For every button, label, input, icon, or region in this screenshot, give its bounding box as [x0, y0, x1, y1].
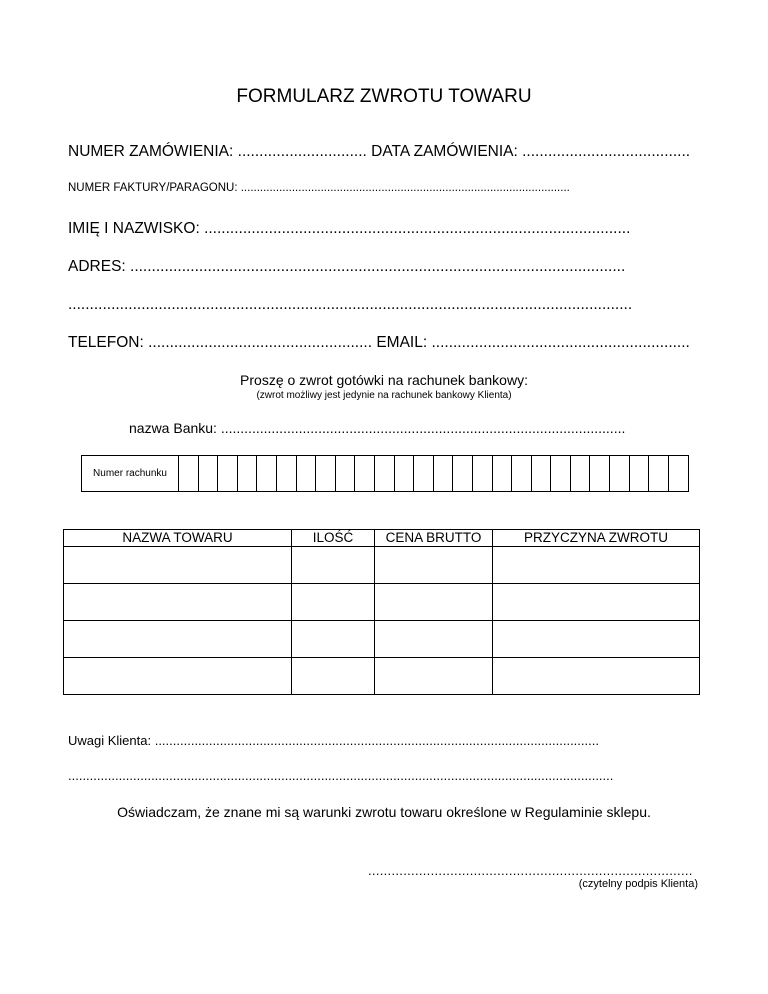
account-number-digit-cell[interactable]: [277, 456, 297, 491]
gross-price-cell[interactable]: [375, 658, 493, 695]
quantity-cell[interactable]: [292, 621, 375, 658]
account-number-digit-cell[interactable]: [238, 456, 258, 491]
address-line: ADRES: ...................................................................................................................: [68, 258, 626, 275]
account-number-digit-cell[interactable]: [551, 456, 571, 491]
product-name-cell[interactable]: [64, 658, 292, 695]
customer-remarks-line: Uwagi Klienta: ...........................................................................................................................: [68, 733, 599, 748]
account-number-digit-cell[interactable]: [375, 456, 395, 491]
account-number-digit-cell[interactable]: [336, 456, 356, 491]
account-number-digit-cell[interactable]: [532, 456, 552, 491]
address-continuation-line: ...................................................................................................................................: [68, 296, 633, 313]
column-header-quantity: ILOŚĆ: [292, 530, 375, 547]
return-reason-cell[interactable]: [493, 547, 700, 584]
account-number-digit-cell[interactable]: [512, 456, 532, 491]
full-name-line: IMIĘ I NAZWISKO: ...................................................................................................: [68, 220, 631, 237]
refund-note-text: (zwrot możliwy jest jedynie na rachunek bankowy Klienta): [256, 390, 512, 401]
quantity-cell[interactable]: [292, 547, 375, 584]
returned-goods-table: [63, 529, 700, 695]
account-number-digit-cell[interactable]: [257, 456, 277, 491]
column-header-return-reason: PRZYCZYNA ZWROTU: [493, 530, 700, 547]
account-number-digit-cell[interactable]: [297, 456, 317, 491]
product-name-cell[interactable]: [64, 621, 292, 658]
account-number-digit-cell[interactable]: [649, 456, 669, 491]
bank-name-line: nazwa Banku: ........................................................................................................: [129, 420, 626, 436]
product-name-cell[interactable]: [64, 547, 292, 584]
account-number-digit-cell[interactable]: [590, 456, 610, 491]
column-header-gross-price: CENA BRUTTO: [375, 530, 493, 547]
account-number-digit-cell[interactable]: [630, 456, 650, 491]
quantity-cell[interactable]: [292, 658, 375, 695]
signature-line[interactable]: ...................................................................................: [368, 863, 693, 878]
return-reason-cell[interactable]: [493, 584, 700, 621]
form-title: FORMULARZ ZWROTU TOWARU: [236, 86, 532, 107]
table-row: [64, 584, 700, 621]
gross-price-cell[interactable]: [375, 621, 493, 658]
account-number-label: Numer rachunku: [82, 456, 179, 491]
account-number-digit-cell[interactable]: [493, 456, 513, 491]
account-number-digit-cell[interactable]: [669, 456, 689, 491]
account-number-digit-cell[interactable]: [571, 456, 591, 491]
account-number-digit-cell[interactable]: [453, 456, 473, 491]
account-number-digit-cell[interactable]: [610, 456, 630, 491]
account-number-digit-cell[interactable]: [218, 456, 238, 491]
column-header-product-name: NAZWA TOWARU: [64, 530, 292, 547]
account-number-digit-cell[interactable]: [316, 456, 336, 491]
account-number-digit-cell[interactable]: [179, 456, 199, 491]
gross-price-cell[interactable]: [375, 547, 493, 584]
account-number-digit-cell[interactable]: [355, 456, 375, 491]
table-row: [64, 658, 700, 695]
account-number-digit-cell[interactable]: [199, 456, 219, 491]
invoice-number-line: NUMER FAKTURY/PARAGONU: .......................................................................................................: [68, 182, 570, 194]
customer-remarks-continuation-line: .......................................................................................................................................................: [68, 768, 614, 783]
account-number-digit-cell[interactable]: [395, 456, 415, 491]
refund-request-text: Proszę o zwrot gotówki na rachunek bankowy:: [240, 372, 528, 388]
return-reason-cell[interactable]: [493, 658, 700, 695]
table-header-row: [64, 530, 700, 547]
account-number-digit-cell[interactable]: [473, 456, 493, 491]
quantity-cell[interactable]: [292, 584, 375, 621]
product-name-cell[interactable]: [64, 584, 292, 621]
return-reason-cell[interactable]: [493, 621, 700, 658]
gross-price-cell[interactable]: [375, 584, 493, 621]
table-row: [64, 621, 700, 658]
order-number-date-line: NUMER ZAMÓWIENIA: .............................. DATA ZAMÓWIENIA: .......................................: [68, 143, 691, 160]
account-number-field[interactable]: [81, 455, 689, 492]
terms-declaration-text: Oświadczam, że znane mi są warunki zwrotu towaru określone w Regulaminie sklepu.: [117, 804, 651, 820]
phone-email-line: TELEFON: .................................................... EMAIL: ............................................................: [68, 334, 690, 351]
signature-caption: (czytelny podpis Klienta): [578, 878, 698, 890]
account-number-digit-cell[interactable]: [434, 456, 454, 491]
table-row: [64, 547, 700, 584]
account-number-digit-cell[interactable]: [414, 456, 434, 491]
